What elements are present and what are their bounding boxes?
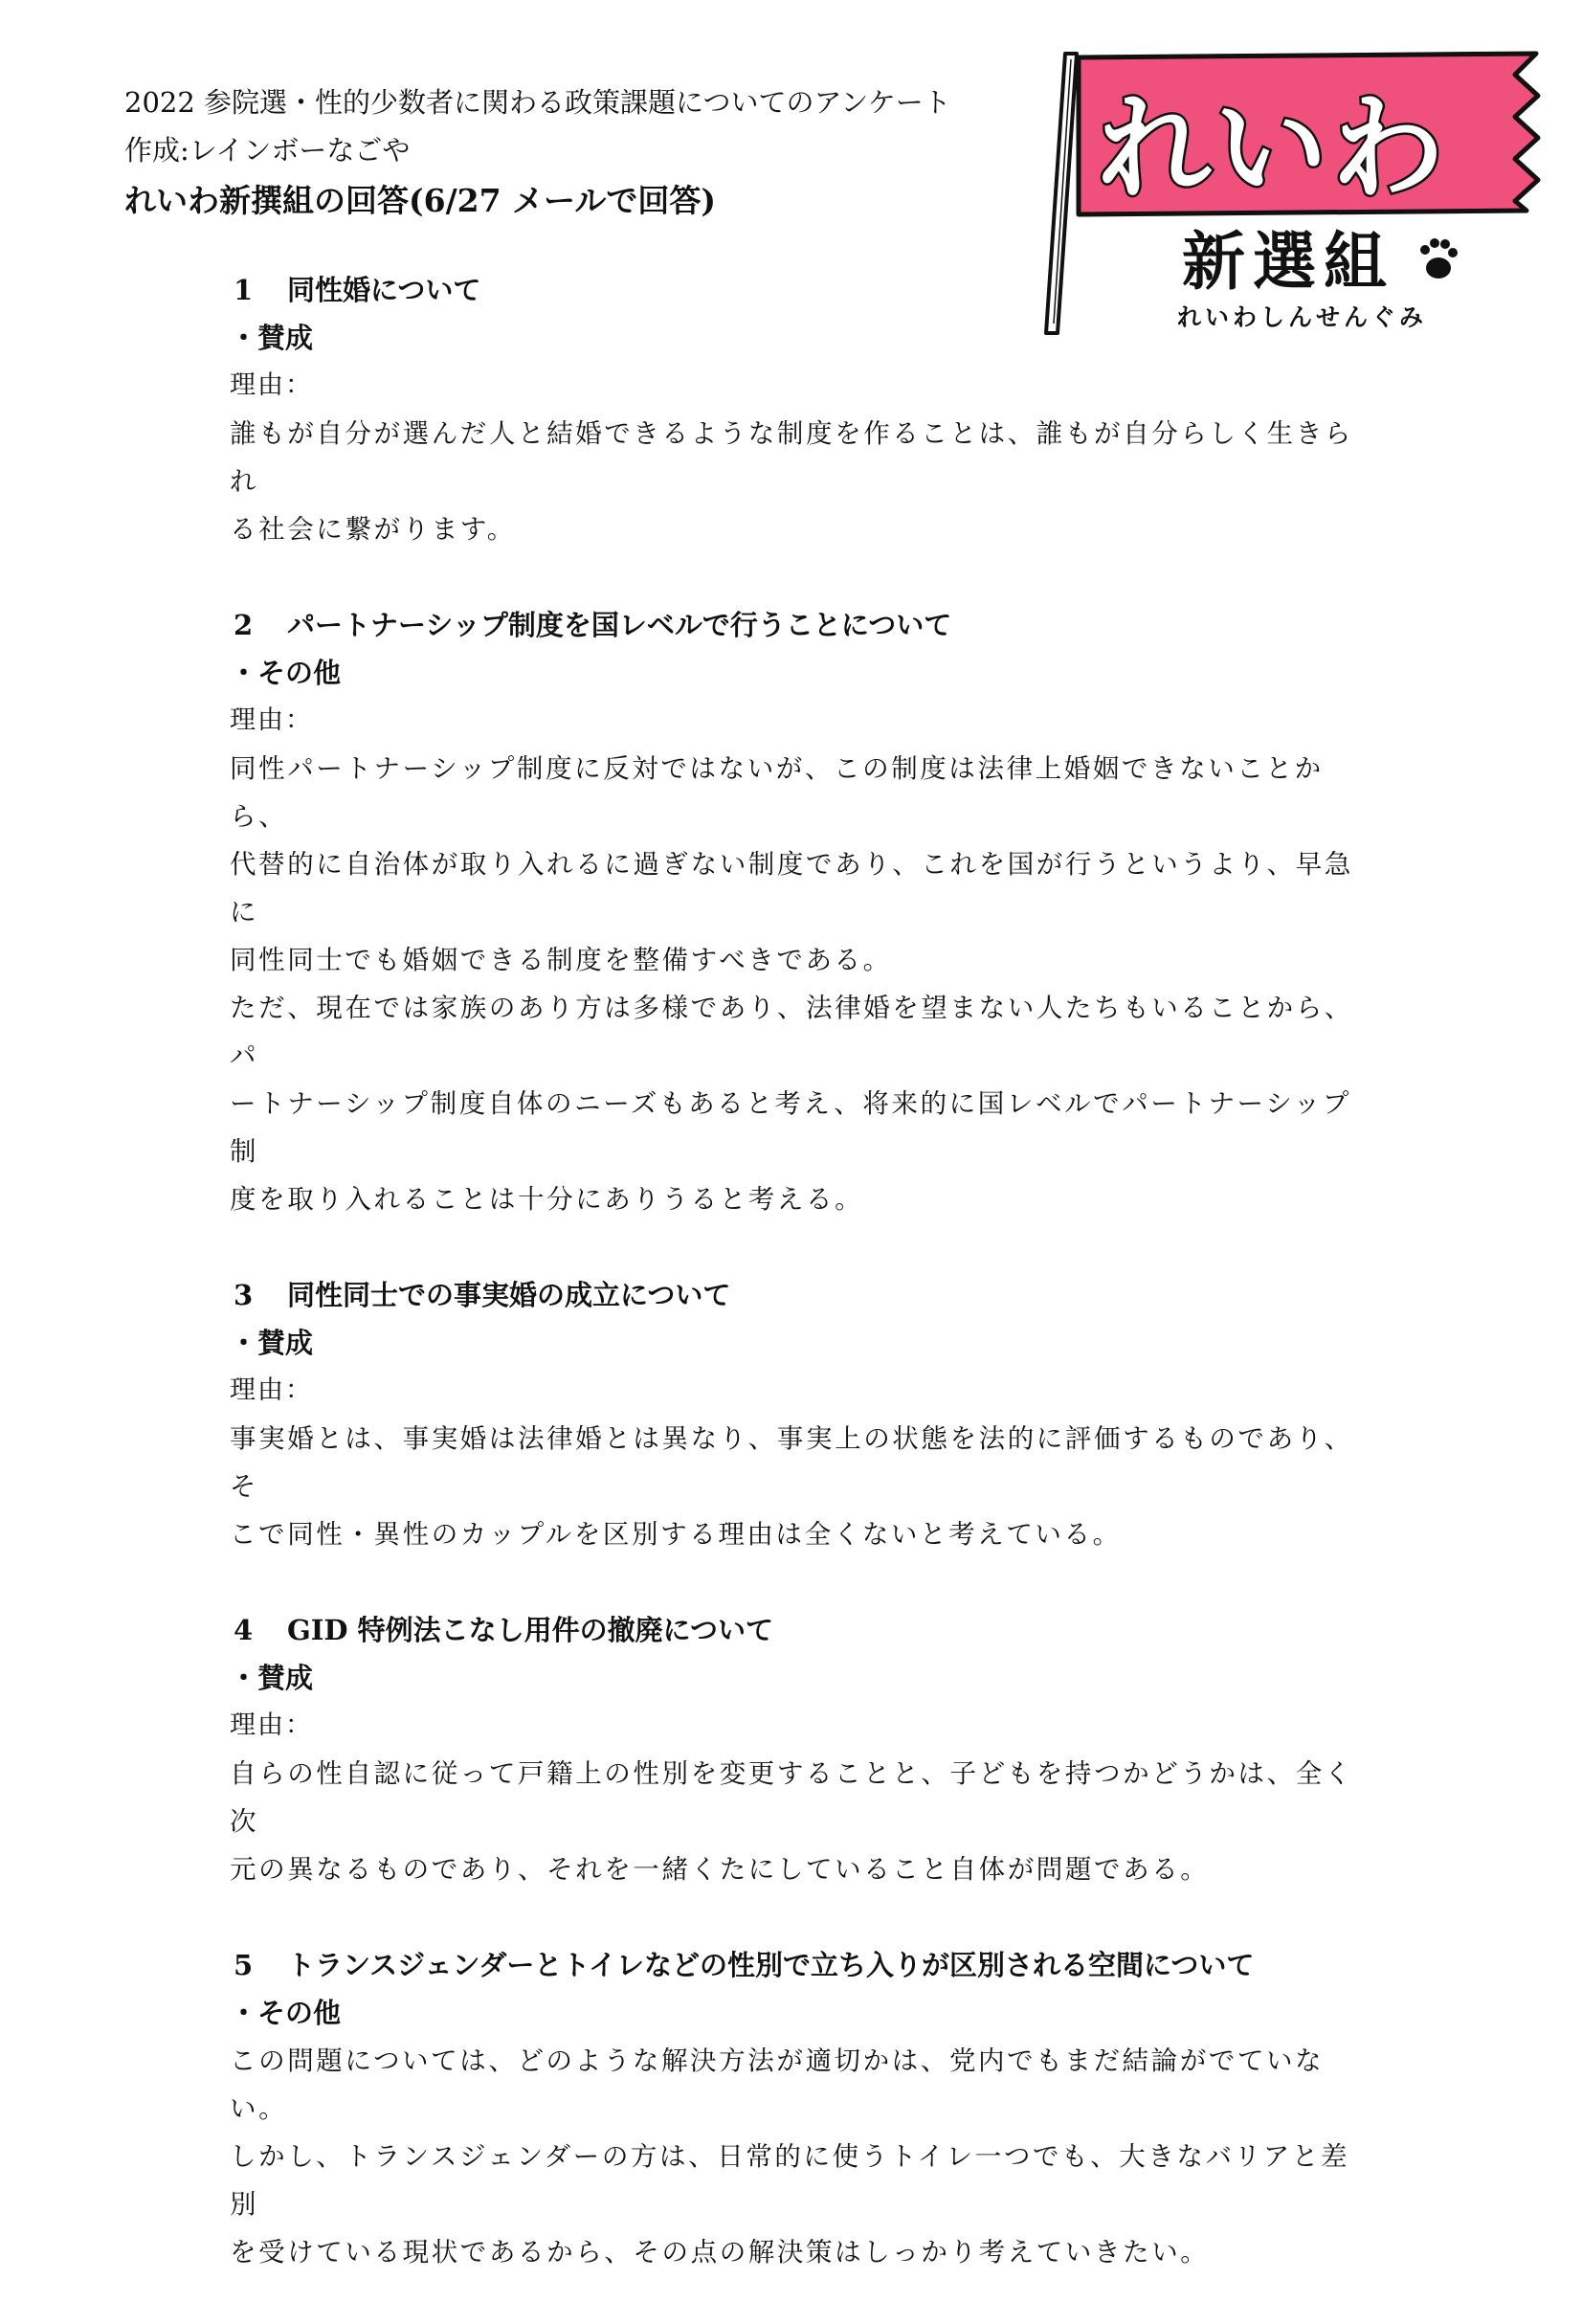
reason-label: 理由： xyxy=(230,705,313,735)
reason-label: 理由： xyxy=(230,1375,313,1405)
answer-choice: ・その他 xyxy=(230,657,342,689)
reason-line: 自らの性自認に従って戸籍上の性別を変更することと、子どもを持つかどうかは、全く次 xyxy=(230,1758,1353,1837)
answer-choice: ・その他 xyxy=(230,1997,342,2029)
reason-line: 度を取り入れることは十分にありうると考える。 xyxy=(230,1184,864,1215)
document-header xyxy=(124,78,1005,228)
question-section-2 xyxy=(230,601,1378,1223)
survey-answers xyxy=(230,266,1378,2324)
question-number: 2 xyxy=(234,609,254,641)
question-text: 同性婚について xyxy=(287,274,481,306)
question-text: GID 特例法こなし用件の撤廃について xyxy=(287,1614,773,1646)
question-number: 1 xyxy=(234,274,254,306)
reason-line: る社会に繋がります。 xyxy=(230,514,516,545)
question-text: 同性同士での事実婚の成立について xyxy=(287,1279,731,1311)
answer-choice: ・賛成 xyxy=(230,1662,314,1694)
logo-main-text: れいわ xyxy=(1098,82,1449,214)
question-number: 4 xyxy=(234,1614,254,1646)
reason-line: 代替的に自治体が取り入れるに過ぎない制度であり、これを国が行うというより、早急に xyxy=(230,849,1353,927)
question-title xyxy=(230,601,1378,649)
question-title xyxy=(230,1941,1378,1989)
logo-kana-text: れいわしんせんぐみ xyxy=(1177,303,1428,331)
question-title xyxy=(230,1271,1378,1319)
document-title: れいわ新撰組の回答(6/27 メールで回答) xyxy=(124,182,716,219)
answer-choice: ・賛成 xyxy=(230,1327,314,1359)
reason-line: しかし、トランスジェンダーの方は、日常的に使うトイレ一つでも、大きなバリアと差別 xyxy=(230,2141,1350,2220)
question-section-4 xyxy=(230,1606,1378,1893)
answer-choice: ・賛成 xyxy=(230,322,314,354)
reason-line: こで同性・異性のカップルを区別する理由は全くないと考えている。 xyxy=(230,1519,1122,1550)
question-section-5 xyxy=(230,1941,1378,2276)
question-text: パートナーシップ制度を国レベルで行うことについて xyxy=(287,609,952,641)
reason-line: この問題については、どのような解決方法が適切かは、党内でもまだ結論がでていない。 xyxy=(230,2045,1325,2124)
question-title xyxy=(230,266,1378,314)
survey-title: 2022 参院選・性的少数者に関わる政策課題についてのアンケート xyxy=(124,86,951,119)
question-text: トランスジェンダーとトイレなどの性別で立ち入りが区別される空間について xyxy=(287,1949,1255,1981)
reason-label: 理由： xyxy=(230,1710,313,1740)
author-line: 作成:レインボーなごや xyxy=(124,134,411,167)
reason-line: ただ、現在では家族のあり方は多様であり、法律婚を望まない人たちもいることから、パ xyxy=(230,993,1353,1071)
reason-line: を受けている現状であるから、その点の解決策はしっかり考えていきたい。 xyxy=(230,2237,1210,2268)
reason-line: 同性パートナーシップ制度に反対ではないが、この制度は法律上婚姻できないことから、 xyxy=(230,753,1324,832)
reason-line: 事実婚とは、事実婚は法律婚とは異なり、事実上の状態を法的に評価するものであり、そ xyxy=(230,1423,1353,1502)
question-title xyxy=(230,1606,1378,1654)
reason-line: ートナーシップ制度自体のニーズもあると考え、将来的に国レベルでパートナーシップ制 xyxy=(230,1088,1351,1167)
question-section-3 xyxy=(230,1271,1378,1558)
reason-line: 誰もが自分が選んだ人と結婚できるような制度を作ることは、誰もが自分らしく生きられ xyxy=(230,418,1353,497)
reason-label: 理由： xyxy=(230,370,313,400)
reason-line: 元の異なるものであり、それを一緒くたにしていること自体が問題である。 xyxy=(230,1854,1210,1885)
question-number: 3 xyxy=(234,1279,254,1311)
question-number: 5 xyxy=(234,1949,254,1981)
logo-sub-text: 新選組 xyxy=(1182,225,1394,299)
question-section-1 xyxy=(230,266,1378,553)
paw-icon xyxy=(1420,238,1458,279)
reason-line: 同性同士でも婚姻できる制度を整備すべきである。 xyxy=(230,945,892,975)
